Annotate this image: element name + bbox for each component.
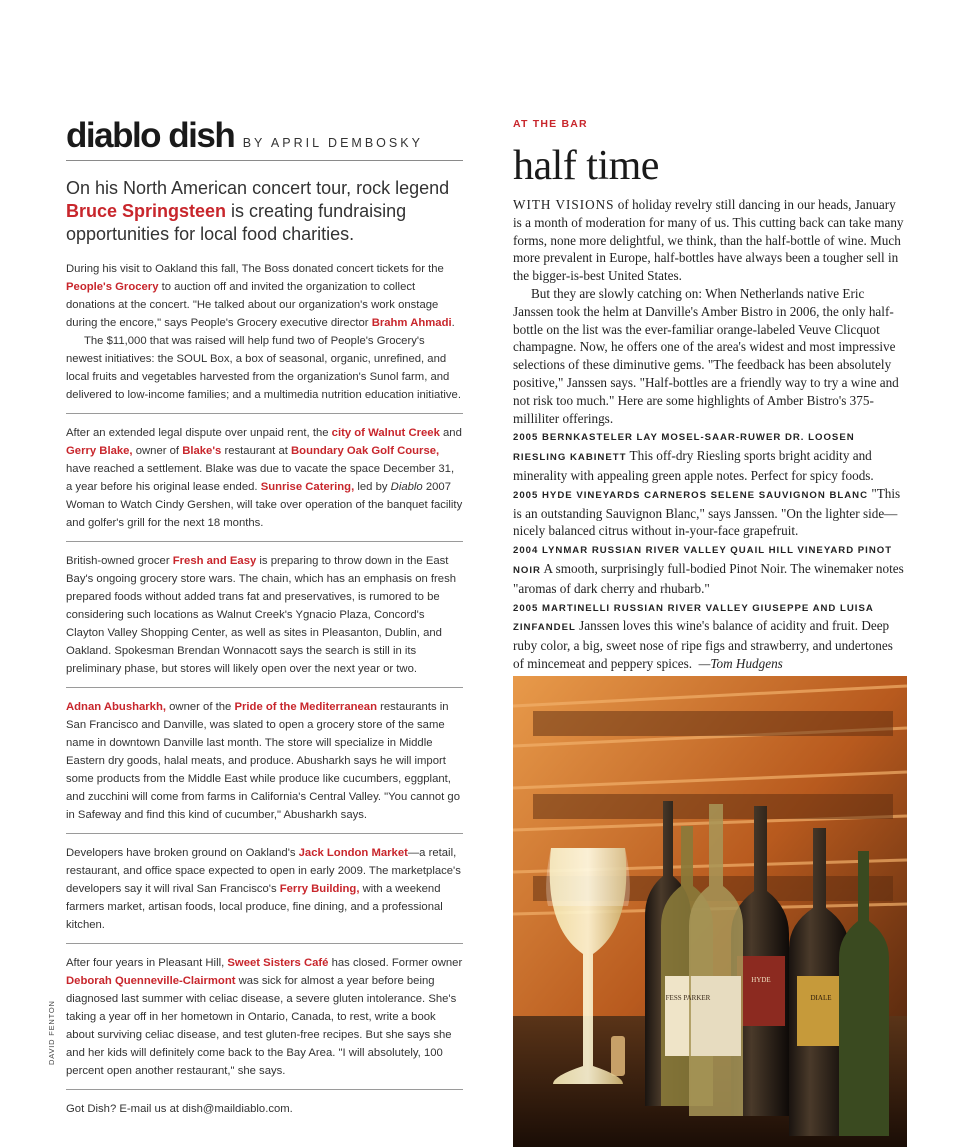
news-item-fresh-and-easy (66, 552, 463, 688)
highlight-name: Fresh and Easy (172, 555, 257, 567)
news-item-peoples-grocery (66, 260, 463, 414)
byline: BY APRIL DEMBOSKY (242, 136, 423, 150)
text: and (439, 427, 462, 439)
news-item-walnut-creek (66, 424, 463, 542)
wine-entry (513, 485, 907, 540)
text: 2007 Woman to Watch Cindy Gershen, will take over operation of the banquet facility and golfer's grill for the next 18 months. (66, 481, 463, 529)
wine-name: 2005 BERNKASTELER LAY MOSEL-SAAR-RUWER DR. LOOSEN RIESLING KABINETT (513, 432, 855, 464)
section-label: AT THE BAR (513, 118, 588, 130)
paragraph: But they are slowly catching on: When Netherlands native Eric Janssen took the helm at Danville's Amber Bistro in 2006, the only half-bottle on the list was the ever-familiar orange-labeled Veuve Clicquot champagne. Now, he offers one of the area's widest and most impressive selections of these diminutive gems. "The feedback has been absolutely positive," Janssen says. "Half-bottles are a friendly way to try a wine and not risk too much." Here are some highlights of Amber Bistro's 375-milliliter offerings. (513, 285, 899, 426)
wine-entry (513, 427, 907, 484)
highlight-name: Gerry Blake, (66, 445, 133, 457)
text: led by (354, 481, 391, 493)
photo-illustration (513, 676, 907, 1147)
highlight-name: Blake's (182, 445, 222, 457)
news-item-jack-london-market (66, 844, 463, 944)
highlight-name: Brahm Ahmadi (371, 317, 452, 329)
deck-name: Bruce Springsteen (66, 201, 227, 221)
deck-text: On his North American concert tour, rock legend (66, 178, 450, 198)
paragraph (66, 954, 463, 1080)
contact-footer: Got Dish? E-mail us at dish@maildiablo.com. (66, 1103, 293, 1115)
wine-entry (513, 598, 907, 673)
wine-name: 2004 LYNMAR RUSSIAN RIVER VALLEY QUAIL HILL VINEYARD PINOT NOIR (513, 545, 893, 576)
highlight-name: Boundary Oak Golf Course, (291, 445, 440, 457)
bottle-label: HYDE (751, 976, 771, 984)
text: Developers have broken ground on Oakland's (66, 847, 299, 859)
wine-note: Janssen loves this wine's balance of acidity and fruit. Deep ruby color, a big, sweet nose of ripe figs and strawberry, and undertones of mincemeat and peppery spices. (513, 618, 893, 671)
text: is preparing to throw down in the East Bay's ongoing grocery store wars. The chain, which has an emphasis on fresh prepared foods without added trans fat and preservatives, is rumored to be considering such locations as Walnut Creek's Ygnacio Plaza, Concord's Clayton Valley Shopping Center, as well as sites in Pleasanton, Dublin, and Oakland. Spokesman Brendan Wonnacott says the search is still in its preliminary phase, but stores will likely open over the next year or two. (66, 555, 457, 675)
at-the-bar-column (513, 118, 907, 673)
bottle-label: DIALE (810, 994, 832, 1002)
article-body (513, 196, 907, 673)
lead-in: WITH VISIONS (513, 197, 615, 212)
paragraph (66, 698, 463, 824)
author-signature: —Tom Hudgens (698, 655, 783, 671)
wine-bottles-photo (513, 676, 907, 1147)
paragraph: The $11,000 that was raised will help fund two of People's Grocery's newest initiatives: the SOUL Box, a box of seasonal, organic, unrefined, and local fruits and vegetables harvested from the organization's Sunol farm, and delivered to low-income families; and a multimedia nutrition education initiative. (66, 335, 461, 401)
magazine-name: Diablo (390, 481, 423, 493)
text: restaurants in San Francisco and Danville, was slated to open a grocery store of the same name in downtown Danville last month. The store will specialize in Middle Eastern dry goods, halal meats, and produce. Abusharkh says he will import some products from the Middle East while produce like cucumbers, eggplant, and zucchini will come from farms in California's Central Valley. "You cannot go in Safeway and find this kind of cucumber," Abusharkh says. (66, 701, 460, 821)
text: of holiday revelry still dancing in our heads, January is a month of moderation for many of us. This cutting back can take many forms, none more delightful, we think, than the half-bottle of wine. Much more prevalent in Europe, half-bottles have always been a tougher sell in the bigger-is-best United States. (513, 197, 904, 284)
paragraph (66, 552, 463, 678)
photo-credit: DAVID FENTON (47, 1000, 56, 1065)
paragraph (66, 424, 463, 532)
text: owner of the (166, 701, 235, 713)
highlight-name: Sunrise Catering, (260, 481, 355, 493)
column-title: diablo dish (66, 116, 235, 155)
text: was sick for almost a year before being diagnosed last summer with celiac disease, a severe gluten intolerance. She's taking a year off in her hometown in Ontario, Canada, to rest, write a book about surviving celiac disease, and test gluten-free recipes. But she says she and her kids will definitely come back to the Bay Area. "I will absolutely, 100 percent open another restaurant," she says. (66, 975, 457, 1077)
wine-note: This off-dry Riesling sports bright acidity and minerality with appealing green apple notes. Perfect for spicy foods. (513, 448, 874, 483)
highlight-name: Pride of the Mediterranean (234, 701, 377, 713)
paragraph (513, 196, 907, 285)
text: . (451, 317, 455, 329)
wine-note: A smooth, surprisingly full-bodied Pinot Noir. The winemaker notes "aromas of dark cherry and rhubarb." (513, 560, 904, 596)
headline: half time (513, 143, 659, 189)
text: After an extended legal dispute over unpaid rent, the (66, 427, 332, 439)
highlight-name: Sweet Sisters Café (227, 957, 329, 969)
highlight-name: Ferry Building, (279, 883, 360, 895)
deck-text-end: is creating fundraising opportunities for local food charities. (66, 201, 407, 244)
paragraph (66, 260, 463, 332)
wine-name: 2005 MARTINELLI RUSSIAN RIVER VALLEY GIUSEPPE AND LUISA ZINFANDEL (513, 602, 874, 634)
text: with a weekend farmers market, artisan foods, local produce, fine dining, and a professional kitchen. (66, 883, 443, 931)
highlight-name: city of Walnut Creek (331, 427, 440, 439)
wine-note: "This is an outstanding Sauvignon Blanc," says Janssen. "On the lighter side—nicely balanced citrus without in-your-face grapefruit. (513, 485, 901, 539)
wine-entry (513, 540, 907, 597)
column-masthead (66, 116, 463, 161)
text: have reached a settlement. Blake was due to vacate the space December 31, a year before his original lease ended. (66, 463, 455, 493)
deck (66, 177, 463, 246)
news-item-pride-of-the-mediterranean (66, 698, 463, 834)
highlight-name: People's Grocery (66, 281, 159, 293)
text: British-owned grocer (66, 555, 173, 567)
text: to auction off and invited the organization to collect donations at the concert. "He talked about our organization's work onstage during the encore," says People's Grocery executive director (66, 281, 439, 329)
text: restaurant at (221, 445, 292, 457)
highlight-name: Adnan Abusharkh, (66, 701, 167, 713)
diablo-dish-column (66, 116, 463, 1118)
text: During his visit to Oakland this fall, The Boss donated concert tickets for the (66, 263, 444, 275)
wine-name: 2005 HYDE VINEYARDS CARNEROS SELENE SAUVIGNON BLANC (513, 489, 869, 501)
text: After four years in Pleasant Hill, (66, 957, 228, 969)
text: —a retail, restaurant, and office space expected to open in early 2009. The marketplace's developers say it will rival San Francisco's (66, 847, 461, 895)
news-item-sweet-sisters-cafe (66, 954, 463, 1090)
text: owner of (132, 445, 183, 457)
highlight-name: Deborah Quenneville-Clairmont (66, 975, 236, 987)
bottle-label: FESS PARKER (665, 994, 711, 1002)
paragraph (66, 844, 463, 934)
text: has closed. Former owner (328, 957, 463, 969)
highlight-name: Jack London Market (298, 847, 408, 859)
